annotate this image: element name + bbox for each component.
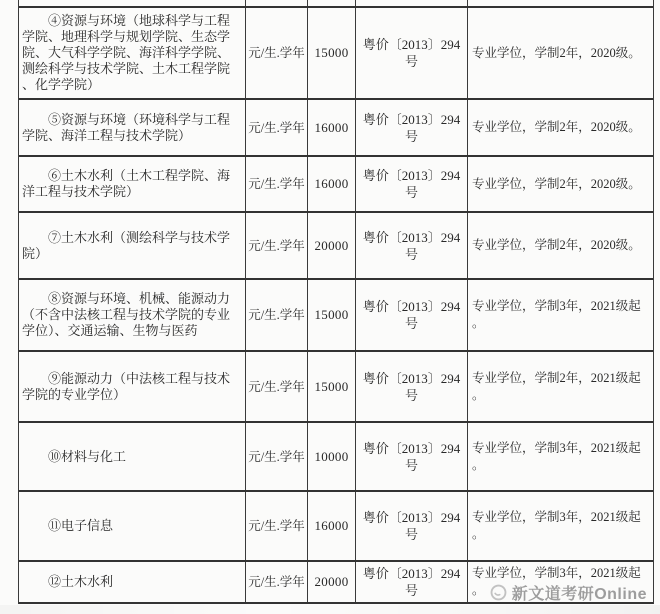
- remark-cell: [468, 0, 653, 6]
- unit-cell: [246, 100, 308, 155]
- remark-text: 专业学位，学制2年，2020级。: [472, 120, 641, 134]
- program-cell: [19, 352, 246, 421]
- table-row: [19, 423, 653, 492]
- unit-cell: [246, 8, 308, 98]
- program-name: ⑦土木水利（测绘科学与技术学院）: [22, 229, 231, 261]
- remark-text: 专业学位，学制2年，2020级。: [472, 45, 641, 60]
- program-name: ⑫土木水利: [48, 574, 114, 589]
- program-cell: [19, 100, 246, 155]
- doc-cell: [356, 562, 468, 602]
- amount-value: 16000: [314, 176, 349, 191]
- remark-text: 专业学位，学制3年，2021级起。: [472, 440, 641, 472]
- table-row: [19, 213, 653, 280]
- remark-cell: [468, 280, 653, 350]
- table-row: [19, 280, 653, 352]
- unit-label: 元/生.学年: [248, 308, 305, 322]
- unit-label: 元/生.学年: [248, 449, 305, 464]
- amount-cell: [308, 8, 356, 98]
- table-row: [19, 157, 653, 213]
- watermark-text: 新文道考研Online: [511, 585, 647, 603]
- program-name: ⑨能源动力（中法核工程与技术学院的专业学位）: [22, 370, 231, 402]
- unit-cell: [246, 280, 308, 350]
- amount-value: 15000: [314, 45, 349, 60]
- unit-cell: [246, 423, 308, 490]
- doc-cell: [356, 0, 468, 6]
- amount-cell: [308, 492, 356, 560]
- remark-text: 专业学位，学制3年，2021级起。: [472, 510, 641, 541]
- remark-cell: [468, 100, 653, 155]
- amount-cell: [308, 0, 356, 6]
- doc-cell: [356, 423, 468, 490]
- unit-label: 元/生.学年: [248, 120, 305, 135]
- remark-text: 专业学位，学制2年，2020级。: [472, 176, 641, 191]
- doc-ref: 粤价〔2013〕294号: [362, 370, 461, 403]
- unit-label: 元/生.学年: [248, 46, 305, 60]
- table-row: [19, 492, 653, 562]
- amount-value: 20000: [314, 574, 349, 589]
- program-name: ④资源与环境（地球科学与工程学院、地理科学与规划学院、生态学院、大气科学学院、海洋科学学院、测绘科学与技术学院、土木工程学院、化学学院）: [22, 13, 231, 92]
- program-cell: [19, 213, 246, 278]
- program-name: ⑩材料与化工: [48, 448, 127, 464]
- table-row: [19, 8, 653, 100]
- unit-cell: [246, 213, 308, 278]
- doc-ref: 粤价〔2013〕294号: [362, 37, 461, 69]
- watermark: [490, 580, 647, 604]
- unit-cell: [246, 352, 308, 421]
- doc-cell: [356, 492, 468, 560]
- program-name: ⑪电子信息: [48, 518, 114, 533]
- amount-cell: [308, 352, 356, 421]
- doc-cell: [356, 213, 468, 278]
- amount-cell: [308, 423, 356, 490]
- program-cell: [19, 8, 246, 98]
- remark-cell: [468, 157, 653, 211]
- unit-cell: [246, 0, 308, 6]
- amount-cell: [308, 100, 356, 155]
- program-name: ⑤资源与环境（环境科学与工程学院、海洋工程与技术学院）: [22, 111, 231, 143]
- amount-value: 16000: [314, 518, 349, 533]
- doc-ref: 粤价〔2013〕294号: [362, 229, 461, 262]
- unit-cell: [246, 157, 308, 211]
- program-cell: [19, 0, 246, 6]
- doc-ref: 粤价〔2013〕294号: [362, 440, 461, 473]
- unit-label: 元/生.学年: [248, 575, 305, 589]
- table-row: [19, 100, 653, 157]
- amount-value: 15000: [314, 307, 349, 322]
- doc-cell: [356, 8, 468, 98]
- amount-value: 20000: [314, 237, 349, 253]
- unit-label: 元/生.学年: [248, 379, 305, 394]
- program-name: ⑧资源与环境、机械、能源动力（不含中法核工程与技术学院的专业学位）、交通运输、生物与医药: [22, 291, 231, 338]
- unit-label: 元/生.学年: [248, 238, 305, 253]
- amount-cell: [308, 157, 356, 211]
- amount-value: 10000: [314, 448, 349, 464]
- doc-cell: [356, 280, 468, 350]
- program-cell: [19, 280, 246, 350]
- program-cell: [19, 492, 246, 560]
- amount-value: 16000: [314, 119, 349, 135]
- remark-text: 专业学位，学制3年，2021级起。: [472, 299, 641, 330]
- table-row: [19, 352, 653, 423]
- doc-ref: 粤价〔2013〕294号: [362, 168, 461, 200]
- unit-cell: [246, 562, 308, 602]
- program-cell: [19, 423, 246, 490]
- amount-cell: [308, 280, 356, 350]
- remark-text: 专业学位，学制2年，2021级起。: [472, 370, 641, 402]
- amount-cell: [308, 213, 356, 278]
- remark-text: 专业学位，学制3年，2021级起。: [472, 566, 641, 597]
- unit-label: 元/生.学年: [248, 519, 305, 533]
- program-name: ⑥土木水利（土木工程学院、海洋工程与技术学院）: [22, 168, 231, 199]
- program-cell: [19, 562, 246, 602]
- doc-cell: [356, 352, 468, 421]
- remark-cell: [468, 423, 653, 490]
- program-cell: [19, 157, 246, 211]
- remark-text: 专业学位，学制2年，2020级。: [472, 238, 641, 252]
- remark-cell: [468, 352, 653, 421]
- doc-ref: 粤价〔2013〕294号: [362, 299, 461, 331]
- doc-cell: [356, 100, 468, 155]
- doc-ref: 粤价〔2013〕294号: [362, 510, 461, 542]
- remark-cell: [468, 213, 653, 278]
- doc-ref: 粤价〔2013〕294号: [362, 111, 461, 144]
- doc-ref: 粤价〔2013〕294号: [362, 566, 461, 598]
- tuition-fee-table: [18, 0, 654, 604]
- doc-cell: [356, 157, 468, 211]
- remark-cell: [468, 8, 653, 98]
- watermark-logo-icon: [490, 584, 507, 601]
- amount-cell: [308, 562, 356, 602]
- remark-cell: [468, 492, 653, 560]
- unit-label: 元/生.学年: [248, 177, 305, 191]
- unit-cell: [246, 492, 308, 560]
- amount-value: 15000: [314, 378, 349, 394]
- table-row-partial-top: [19, 0, 653, 8]
